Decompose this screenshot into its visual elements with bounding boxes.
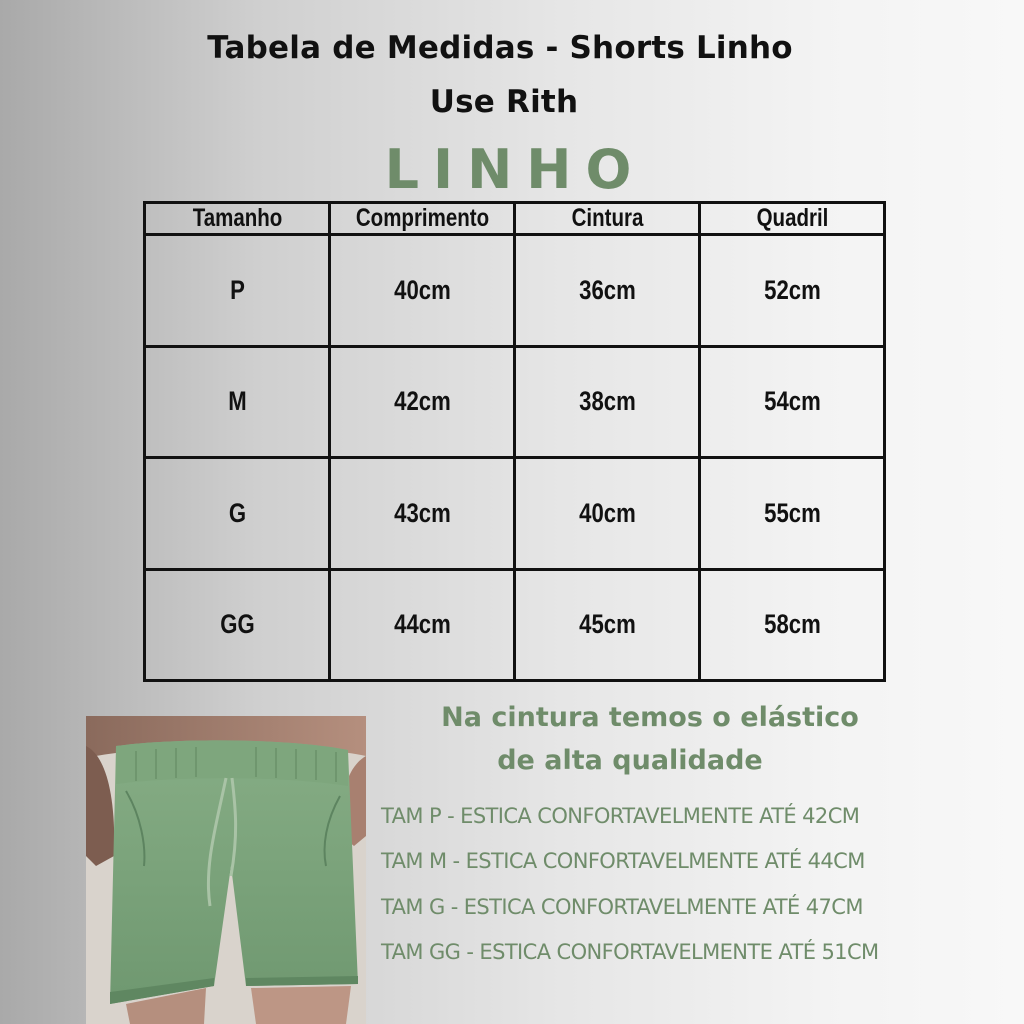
waist-note-heading: Na cintura temos o elástico — [441, 702, 859, 733]
table-cell: P — [161, 235, 313, 347]
table-cell: 42cm — [346, 346, 498, 458]
table-row — [145, 346, 885, 458]
table-cell: 52cm — [716, 235, 868, 347]
brand-heading: LINHO — [384, 138, 646, 201]
table-header-cell: Cintura — [531, 203, 683, 235]
table-row — [145, 569, 885, 681]
size-table — [143, 201, 886, 682]
table-header-cell: Comprimento — [346, 203, 498, 235]
table-cell: 55cm — [716, 458, 868, 570]
table-cell: G — [161, 458, 313, 570]
waist-note-heading-line2: de alta qualidade — [497, 745, 763, 776]
table-cell: 54cm — [716, 346, 868, 458]
table-cell: GG — [161, 569, 313, 681]
table-cell: 45cm — [531, 569, 683, 681]
table-cell: 44cm — [346, 569, 498, 681]
table-cell: 40cm — [531, 458, 683, 570]
product-photo — [86, 716, 366, 1024]
table-cell: M — [161, 346, 313, 458]
table-row — [145, 235, 885, 347]
table-cell: 38cm — [531, 346, 683, 458]
stretch-note-p: TAM P - ESTICA CONFORTAVELMENTE ATÉ 42CM — [381, 804, 860, 828]
stretch-note-gg: TAM GG - ESTICA CONFORTAVELMENTE ATÉ 51CM — [381, 940, 879, 964]
stretch-note-g: TAM G - ESTICA CONFORTAVELMENTE ATÉ 47CM — [381, 895, 863, 919]
shorts-illustration — [86, 716, 366, 1024]
table-cell: 58cm — [716, 569, 868, 681]
table-header-cell: Quadril — [716, 203, 868, 235]
table-header-cell: Tamanho — [161, 203, 313, 235]
table-header-row — [145, 203, 885, 235]
table-cell: 40cm — [346, 235, 498, 347]
page-subtitle: Use Rith — [429, 84, 579, 120]
table-row — [145, 458, 885, 570]
right-leg — [251, 986, 351, 1024]
page-title: Tabela de Medidas - Shorts Linho — [207, 30, 793, 66]
stretch-note-m: TAM M - ESTICA CONFORTAVELMENTE ATÉ 44CM — [381, 849, 865, 873]
table-cell: 43cm — [346, 458, 498, 570]
table-cell: 36cm — [531, 235, 683, 347]
